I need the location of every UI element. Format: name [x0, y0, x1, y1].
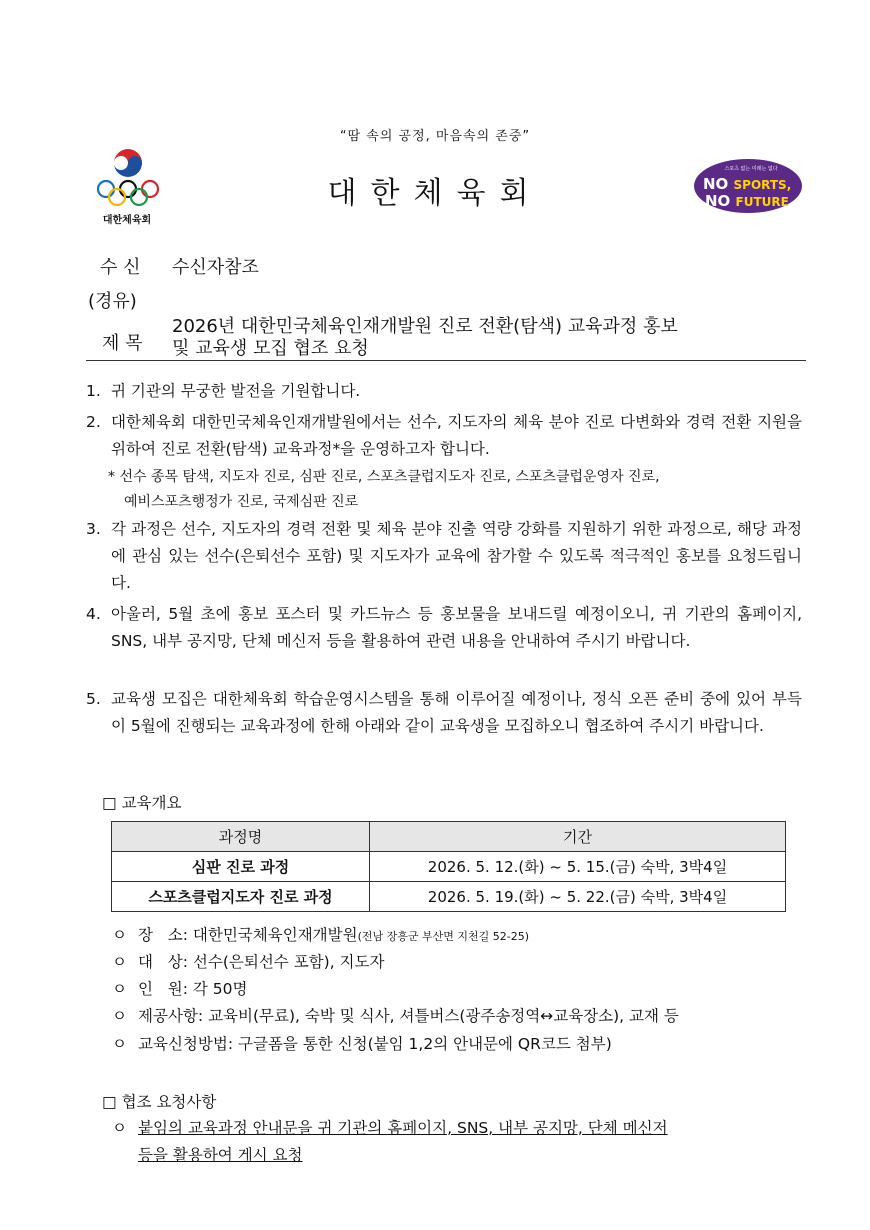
item-label: 대 상: [138, 953, 188, 971]
column-header-course: 과정명 [112, 822, 370, 852]
svg-text:NO SPORTS, [703, 175, 791, 193]
bullet: ㅇ [112, 1007, 127, 1025]
paragraph-text: 귀 기관의 무궁한 발전을 기원합니다. [111, 382, 361, 400]
overview-item-headcount [112, 977, 248, 999]
overview-item-location [112, 923, 529, 945]
no-sports-no-future-logo [693, 158, 803, 214]
bullet: ㅇ [112, 1119, 127, 1137]
paragraph-3 [86, 516, 802, 597]
paragraph-1 [86, 378, 802, 405]
subject-line-1: 2026년 대한민국체육인재개발원 진로 전환(탐색) 교육과정 홍보 [172, 316, 678, 337]
overview-heading: □ 교육개요 [102, 794, 182, 812]
paragraph-5 [86, 686, 802, 740]
paragraph-number: 2. [86, 413, 101, 431]
recipient-label: 수 신 [100, 257, 141, 278]
paragraph-number: 5. [86, 690, 101, 708]
logo-no-1: NO [703, 175, 734, 193]
subject-text [172, 316, 678, 360]
request-line-2: 등을 활용하여 게시 요청 [138, 1146, 303, 1164]
item-label: 교육신청방법: [138, 1035, 234, 1053]
header-divider [86, 360, 806, 361]
item-label: 장 소: [138, 926, 188, 944]
column-header-period: 기간 [370, 822, 786, 852]
bullet: ㅇ [112, 926, 127, 944]
overview-item-target [112, 950, 384, 972]
overview-item-provided [112, 1004, 679, 1026]
paragraph-text: 각 과정은 선수, 지도자의 경력 전환 및 체육 분야 진출 역량 강화를 지원하기 위한 과정으로, 해당 과정에 관심 있는 선수(은퇴선수 포함) 및 지도자가 교육에 참가할 수 있도록 적극적인 홍보를 요청드립니다. [111, 520, 802, 592]
logo-no-2: NO [705, 192, 736, 210]
bullet: ㅇ [112, 1035, 127, 1053]
note-line-1: * 선수 종목 탐색, 지도자 진로, 심판 진로, 스포츠클럽지도자 진로, 스포츠클럽운영자 진로, [108, 469, 660, 485]
item-value: 대한민국체육인재개발원 [192, 926, 358, 944]
logo-future: FUTURE [735, 195, 789, 209]
table-row [112, 852, 786, 882]
note-line-2: 예비스포츠행정가 진로, 국제심판 진로 [124, 494, 359, 510]
paragraph-text: 교육생 모집은 대한체육회 학습운영시스템을 통해 이루어질 예정이나, 정식 오픈 준비 중에 있어 부득이 5월에 진행되는 교육과정에 한해 아래와 같이 교육생을 모집하오니 협조하여 주시기 바랍니다. [111, 690, 802, 735]
request-line-1: 붙임의 교육과정 안내문을 귀 기관의 홈페이지, SNS, 내부 공지망, 단체 메신저 [138, 1119, 668, 1137]
subject-label: 제 목 [102, 333, 143, 354]
bullet: ㅇ [112, 953, 127, 971]
svg-text:NO FUTURE [705, 192, 789, 210]
item-value: 구글폼을 통한 신청(붙임 1,2의 안내문에 QR코드 첨부) [238, 1035, 612, 1053]
paragraph-text: 대한체육회 대한민국체육인재개발원에서는 선수, 지도자의 체육 분야 진로 다변화와 경력 전환 지원을 위하여 진로 전환(탐색) 교육과정*을 운영하고자 합니다. [111, 413, 802, 458]
course-table [111, 821, 786, 912]
organization-title: 대한체육회 [327, 176, 543, 211]
table-header-row [112, 822, 786, 852]
paragraph-number: 1. [86, 382, 101, 400]
recipient-value: 수신자참조 [172, 257, 259, 278]
request-item [112, 1115, 802, 1169]
logo-sports: SPORTS, [733, 178, 792, 192]
subject-line-2: 및 교육생 모집 협조 요청 [172, 338, 369, 359]
item-value: 교육비(무료), 숙박 및 식사, 셔틀버스(광주송정역↔교육장소), 교재 등 [208, 1007, 679, 1025]
course-name-cell: 심판 진로 과정 [112, 852, 370, 882]
logo-tagline: 스포츠 없는 미래는 없다 [724, 166, 778, 172]
overview-item-application [112, 1032, 612, 1054]
item-address: (전남 장흥군 부산면 지천길 52-25) [357, 930, 530, 943]
bullet: ㅇ [112, 980, 127, 998]
course-name-cell: 스포츠클럽지도자 진로 과정 [112, 882, 370, 912]
item-label: 제공사항: [138, 1007, 204, 1025]
paragraph-number: 4. [86, 605, 101, 623]
paragraph-number: 3. [86, 520, 101, 538]
item-value: 각 50명 [192, 980, 248, 998]
course-period-cell: 2026. 5. 19.(화) ~ 5. 22.(금) 숙박, 3박4일 [370, 882, 786, 912]
request-heading: □ 협조 요청사항 [102, 1093, 217, 1111]
table-row [112, 882, 786, 912]
logo-caption: 대한체육회 [102, 215, 152, 226]
paragraph-4 [86, 601, 802, 655]
item-label: 인 원: [138, 980, 188, 998]
paragraph-text: 아울러, 5월 초에 홍보 포스터 및 카드뉴스 등 홍보물을 보내드릴 예정이오니, 귀 기관의 홈페이지, SNS, 내부 공지망, 단체 메신저 등을 활용하여 관련 내용을 안내하여 주시기 바랍니다. [111, 605, 802, 650]
item-value: 선수(은퇴선수 포함), 지도자 [192, 953, 385, 971]
course-period-cell: 2026. 5. 12.(화) ~ 5. 15.(금) 숙박, 3박4일 [370, 852, 786, 882]
course-note [108, 465, 808, 515]
via-label: (경유) [88, 291, 137, 312]
paragraph-2 [86, 409, 802, 463]
motto: “땀 속의 공정, 마음속의 존중” [339, 129, 531, 144]
